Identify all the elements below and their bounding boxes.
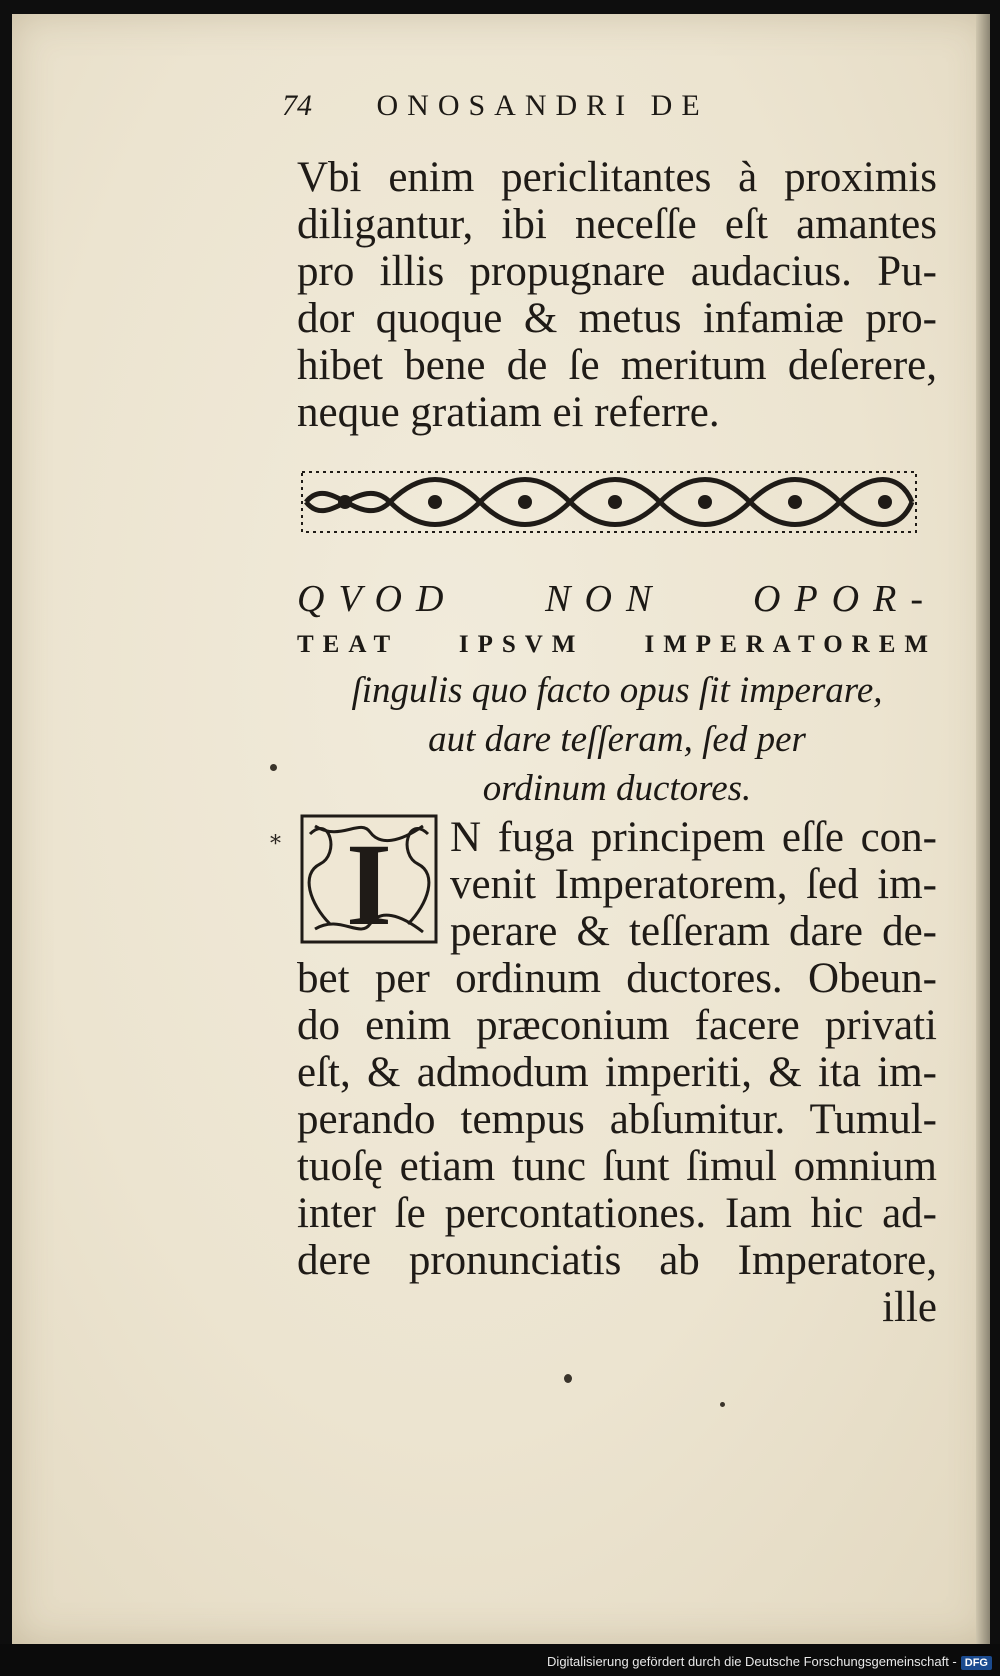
text-line: dor quoque & metus infamiæ pro- bbox=[297, 295, 937, 342]
marginal-asterisk: * bbox=[270, 832, 281, 857]
text-line: dere pronunciatis ab Imperatore, bbox=[297, 1237, 937, 1284]
running-title: ONOSANDRI DE bbox=[376, 89, 709, 122]
page-gutter-shadow bbox=[976, 14, 990, 1644]
paper-speck bbox=[720, 1402, 725, 1407]
page-number: 74 bbox=[282, 89, 312, 122]
text-line: N fuga principem eſſe con- bbox=[450, 814, 937, 861]
funding-credit bbox=[547, 1654, 992, 1670]
dfg-logo: DFG bbox=[961, 1656, 992, 1670]
text-line: eſt, & admodum imperiti, & ita im- bbox=[297, 1049, 937, 1096]
decorated-initial bbox=[300, 814, 438, 944]
catchword: ille bbox=[882, 1284, 937, 1331]
ornamental-band bbox=[300, 466, 918, 538]
heading-italic-line: aut dare teſſeram, ſed per bbox=[428, 719, 806, 760]
paper-speck bbox=[564, 1374, 572, 1383]
paragraph-1 bbox=[297, 154, 937, 436]
text-line: bet per ordinum ductores. Obeun- bbox=[297, 955, 937, 1002]
heading-italic-line: ordinum ductores. bbox=[482, 768, 752, 809]
text-line: diligantur, ibi neceſſe eſt amantes bbox=[297, 201, 937, 248]
footer-bar bbox=[0, 1644, 1000, 1676]
text-line: inter ſe percontationes. Iam hic ad- bbox=[297, 1190, 937, 1237]
text-line: neque gratiam ei referre. bbox=[297, 389, 720, 436]
book-page bbox=[12, 14, 990, 1644]
paragraph-2-continued bbox=[297, 955, 937, 1331]
text-line: perando tempus abſumitur. Tumul- bbox=[297, 1096, 937, 1143]
text-line: tuoſę etiam tunc ſunt ſimul omnium bbox=[297, 1143, 937, 1190]
text-line: pro illis propugnare audacius. Pu- bbox=[297, 248, 937, 295]
credit-text: Digitalisierung gefördert durch die Deutsche Forschungsgemeinschaft - bbox=[547, 1654, 957, 1669]
drop-cap-letter: I bbox=[346, 819, 392, 944]
heading-italic-line: ſingulis quo facto opus ſit imperare, bbox=[351, 670, 883, 711]
text-line: Vbi enim periclitantes à proximis bbox=[297, 154, 937, 201]
text-line: hibet bene de ſe meritum deſerere, bbox=[297, 342, 937, 389]
heading-line-1: QVOD NON OPOR- bbox=[297, 578, 937, 620]
chapter-heading bbox=[297, 574, 937, 813]
paper-speck bbox=[270, 764, 277, 771]
text-line: venit Imperatorem, ſed im- bbox=[450, 861, 937, 908]
running-head bbox=[282, 89, 882, 131]
paragraph-2-first-lines bbox=[450, 814, 937, 955]
text-line: do enim præconium facere privati bbox=[297, 1002, 937, 1049]
text-line: perare & teſſeram dare de- bbox=[450, 908, 937, 955]
heading-line-2: TEAT IPSVM IMPERATOREM bbox=[297, 631, 937, 658]
